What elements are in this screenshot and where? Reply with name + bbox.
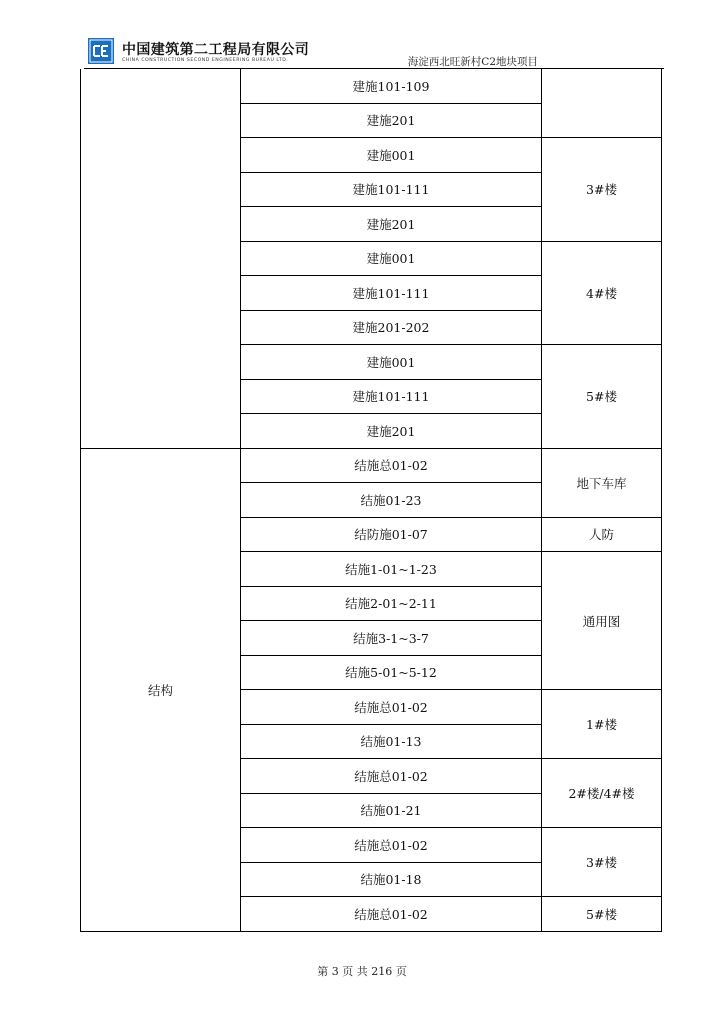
building-cell: 3#楼 — [542, 138, 662, 242]
company-logo-icon — [88, 38, 114, 64]
building-cell: 4#楼 — [542, 241, 662, 345]
drawing-cell: 建施001 — [241, 345, 542, 380]
drawing-cell: 结施总01-02 — [241, 448, 542, 483]
drawing-cell: 结施5-01~5-12 — [241, 655, 542, 690]
category-cell-blank — [81, 69, 241, 448]
drawing-cell: 建施101-111 — [241, 276, 542, 311]
building-cell-blank — [542, 69, 662, 138]
building-cell: 通用图 — [542, 552, 662, 690]
page-header — [84, 38, 664, 69]
drawing-cell: 结施01-13 — [241, 724, 542, 759]
page-footer: 第 3 页 共 216 页 — [317, 965, 407, 978]
drawing-cell: 结施01-21 — [241, 793, 542, 828]
drawing-cell: 结防施01-07 — [241, 517, 542, 552]
company-name-cn: 中国建筑第二工程局有限公司 — [122, 42, 310, 58]
building-cell: 地下车库 — [542, 448, 662, 517]
drawing-cell: 结施总01-02 — [241, 759, 542, 794]
building-cell: 1#楼 — [542, 690, 662, 759]
drawing-cell: 建施201 — [241, 414, 542, 449]
drawing-cell: 结施1-01~1-23 — [241, 552, 542, 587]
drawing-cell: 结施总01-02 — [241, 690, 542, 725]
drawing-cell: 结施总01-02 — [241, 897, 542, 932]
drawing-cell: 结施01-23 — [241, 483, 542, 518]
drawing-cell: 结施01-18 — [241, 862, 542, 897]
drawing-list-table — [80, 69, 662, 932]
drawing-cell: 建施201-202 — [241, 310, 542, 345]
table-row — [81, 448, 662, 483]
drawing-cell: 结施2-01~2-11 — [241, 586, 542, 621]
building-cell: 2#楼/4#楼 — [542, 759, 662, 828]
building-cell: 人防 — [542, 517, 662, 552]
company-name-en: CHINA CONSTRUCTION SECOND ENGINEERING BUREAU LTD. — [122, 58, 289, 63]
drawing-cell: 结施总01-02 — [241, 828, 542, 863]
drawing-cell: 结施3-1~3-7 — [241, 621, 542, 656]
drawing-cell: 建施001 — [241, 138, 542, 173]
building-cell: 5#楼 — [542, 897, 662, 932]
category-cell: 结构 — [81, 448, 241, 931]
drawing-cell: 建施101-111 — [241, 172, 542, 207]
drawing-cell: 建施101-109 — [241, 69, 542, 103]
building-cell: 5#楼 — [542, 345, 662, 449]
drawing-cell: 建施101-111 — [241, 379, 542, 414]
project-title: 海淀西北旺新村C2地块项目 — [407, 56, 538, 68]
drawing-cell: 建施201 — [241, 103, 542, 138]
table-row — [81, 69, 662, 103]
drawing-cell: 建施001 — [241, 241, 542, 276]
drawing-cell: 建施201 — [241, 207, 542, 242]
building-cell: 3#楼 — [542, 828, 662, 897]
